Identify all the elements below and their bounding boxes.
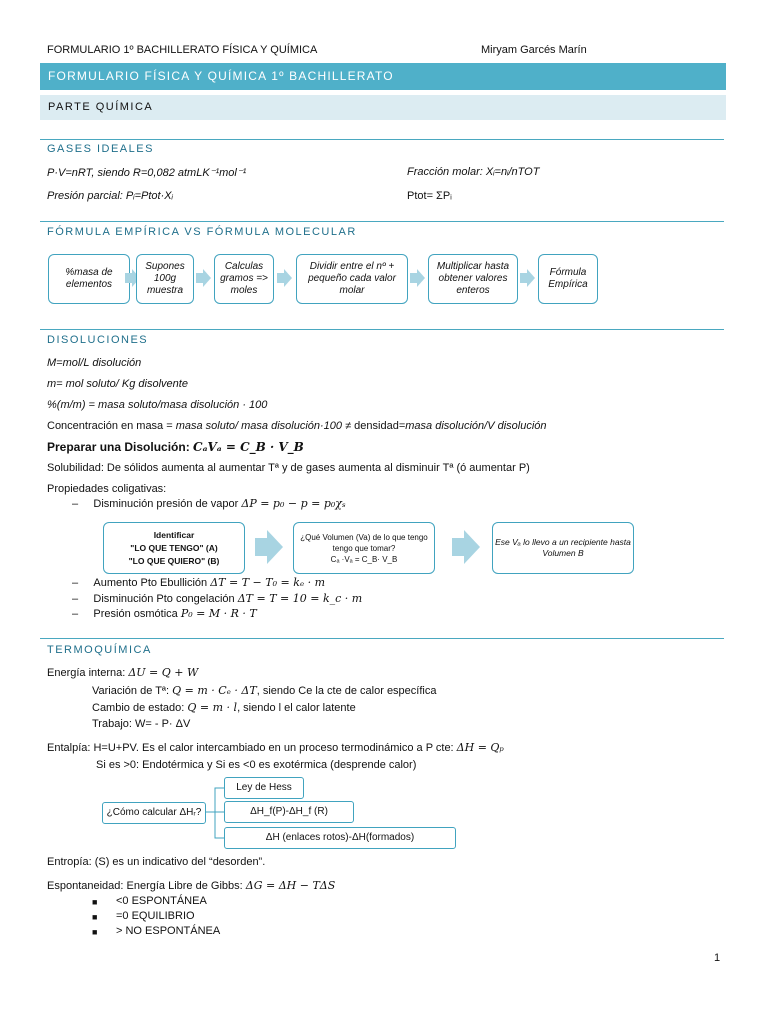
prepare-solution: Preparar una Disolución: CₐVₐ = C_B · V_B (47, 440, 304, 454)
mass-concentration: Concentración en masa = masa soluto/ masa disolución·100 ≠ densidad=masa disolución/V disolución (47, 420, 547, 432)
section-title-empirica: FÓRMULA EMPÍRICA VS FÓRMULA MOLECULAR (47, 226, 357, 238)
page-number: 1 (714, 952, 721, 964)
non-spontaneous: > NO ESPONTÁNEA (116, 925, 221, 937)
molar-fraction: Fracción molar: Xᵢ=nᵢ/nTOT (407, 166, 540, 178)
ideal-gas-law: P·V=nRT, siendo R=0,082 atmLK⁻¹mol⁻¹ (47, 167, 247, 179)
bullet-icon: ■ (92, 912, 98, 922)
bond-enthalpy-box: ΔH (enlaces rotos)-ΔH(formados) (224, 827, 456, 849)
header-right: Miryam Garcés Marín (481, 44, 587, 56)
freezing-point: – Disminución Pto congelación ΔT = T = 10 = k_c · m (72, 592, 363, 605)
flow-step-label: %masa de elementos (65, 267, 113, 290)
header-left: FORMULARIO 1º BACHILLERATO FÍSICA Y QUÍMICA (47, 44, 318, 56)
recipient-box: Ese Vₐ lo llevo a un recipiente hasta Volumen B (492, 522, 634, 574)
mass-percent: %(m/m) = masa soluto/masa disolución · 100 (47, 399, 268, 411)
molarity: M=mol/L disolución (47, 357, 142, 369)
vapor-pressure: – Disminución presión de vapor ΔP = p₀ − p = p₀χₛ (72, 497, 346, 510)
molality: m= mol soluto/ Kg disolvente (47, 378, 188, 390)
osmotic-pressure: – Presión osmótica P₀ = M · R · T (72, 607, 257, 620)
boiling-point: – Aumento Pto Ebullición ΔT = T − T₀ = kₑ · m (72, 576, 326, 589)
volume-box: ¿Qué Volumen (Va) de lo que tengo tengo que tomar? Cₐ ·Vₐ = C_B· V_B (293, 522, 435, 574)
temp-variation: Variación de Tª: Q = m · Cₑ · ΔT, siendo Ce la cte de calor específica (92, 684, 437, 697)
entropy: Entropía: (S) es un indicativo del “desorden”. (47, 856, 266, 868)
state-change: Cambio de estado: Q = m · l, siendo l el calor latente (92, 701, 356, 714)
flow-step-label: Fórmula Empírica (548, 267, 588, 290)
enthalpy: Entalpía: H=U+PV. Es el calor intercambiado en un proceso termodinámico a P cte: ΔH = Qₚ (47, 741, 504, 754)
partial-pressure: Presión parcial: Pᵢ=Ptot·Xᵢ (47, 190, 173, 202)
colligative-title: Propiedades coligativas: (47, 483, 167, 495)
flow-step-label: Supones 100g muestra (145, 261, 185, 296)
part-title: PARTE QUÍMICA (48, 101, 154, 113)
hess-law-box: Ley de Hess (224, 777, 304, 799)
identify-box: Identificar "LO QUE TENGO" (A) "LO QUE QUIERO" (B) (103, 522, 245, 574)
solubility: Solubilidad: De sólidos aumenta al aumentar Tª y de gases aumenta al disminuir Tª (ó aumentar P) (47, 462, 530, 474)
bullet-icon: ■ (92, 897, 98, 907)
formation-enthalpy-box: ΔH_f(P)-ΔH_f (R) (224, 801, 354, 823)
work: Trabajo: W= - P· ΔV (92, 718, 191, 730)
flow-step-label: Calculas gramos => moles (220, 261, 268, 296)
flow-step-label: Multiplicar hasta obtener valores enteros (436, 261, 510, 296)
total-pressure: Ptot= ΣPᵢ (407, 190, 452, 202)
equilibrium: =0 EQUILIBRIO (116, 910, 195, 922)
spontaneous: <0 ESPONTÁNEA (116, 895, 207, 907)
gibbs: Espontaneidad: Energía Libre de Gibbs: ΔG = ΔH − TΔS (47, 879, 336, 892)
section-title-termoquimica: TERMOQUÍMICA (47, 644, 152, 656)
section-title-gases: GASES IDEALES (47, 143, 154, 155)
bullet-icon: ■ (92, 927, 98, 937)
flow-step-label: Dividir entre el nº + pequeño cada valor molar (308, 261, 396, 296)
page-title: FORMULARIO FÍSICA Y QUÍMICA 1º BACHILLERATO (48, 69, 394, 83)
hess-question-box: ¿Cómo calcular ΔHᵣ? (102, 802, 206, 824)
internal-energy: Energía interna: ΔU = Q + W (47, 666, 199, 679)
endo-exo: Si es >0: Endotérmica y Si es <0 es exotérmica (desprende calor) (96, 759, 417, 771)
section-title-disoluciones: DISOLUCIONES (47, 334, 149, 346)
